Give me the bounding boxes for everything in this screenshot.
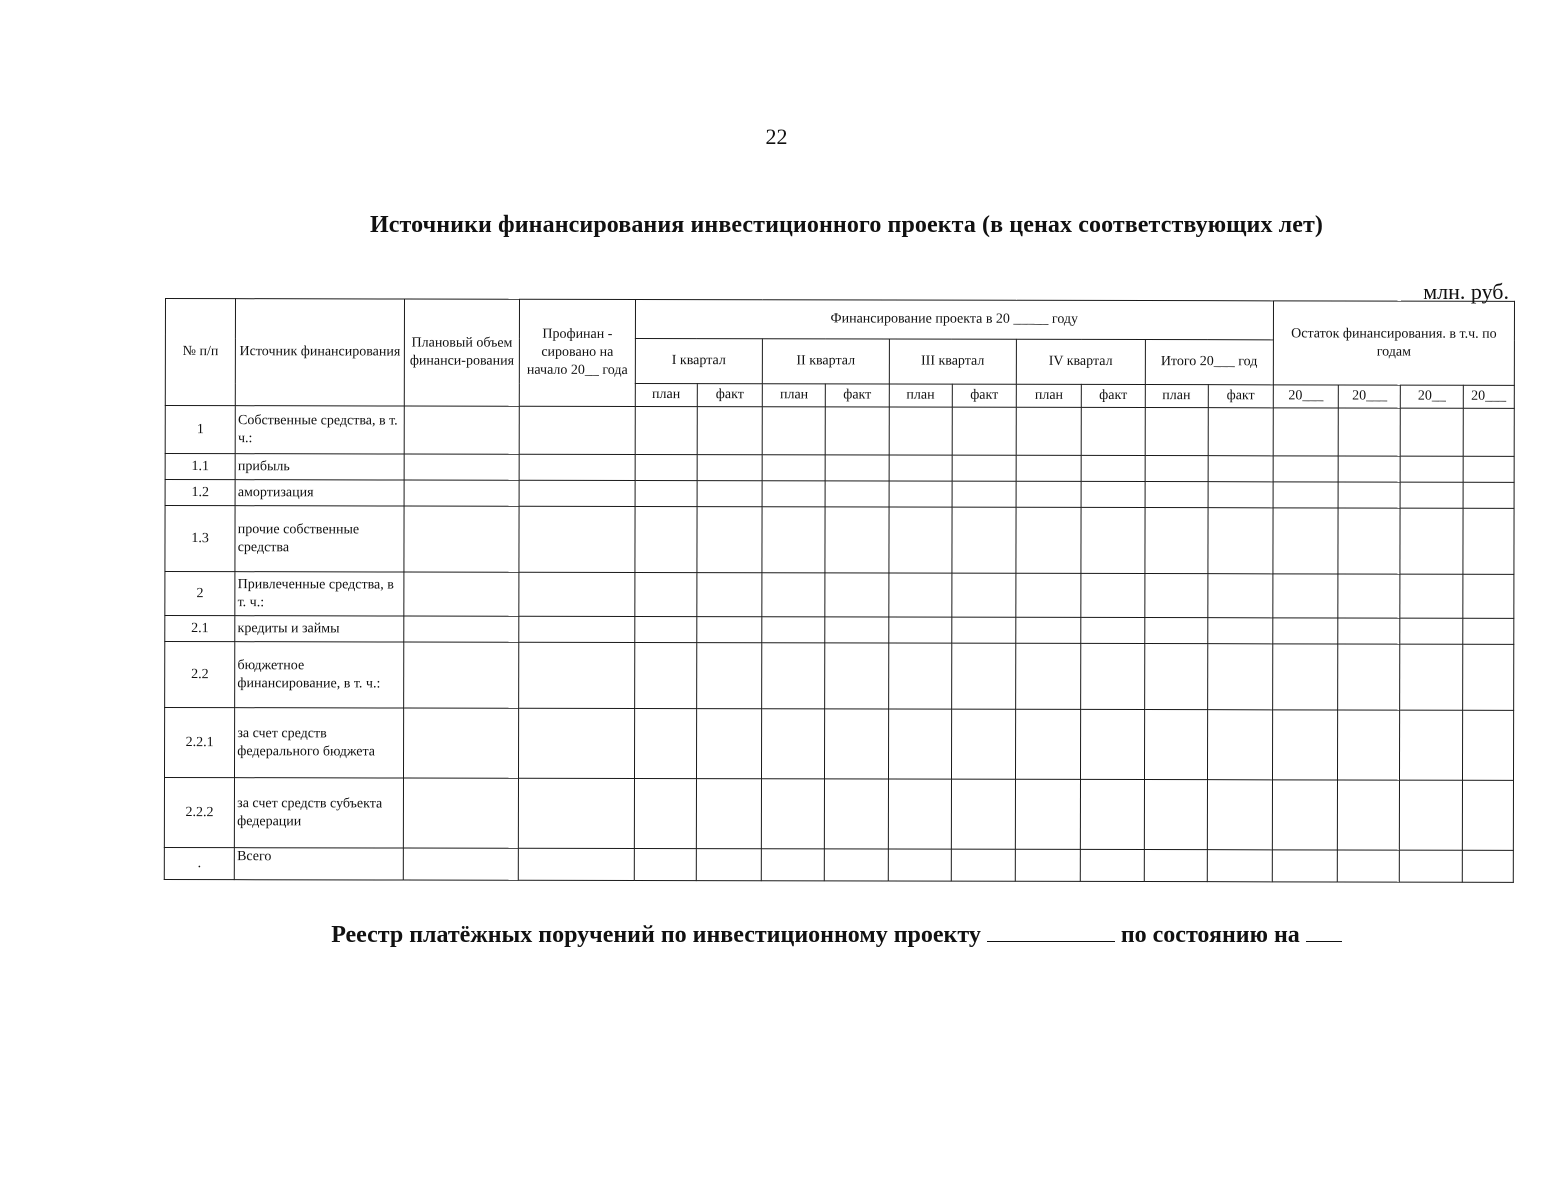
empty-cell[interactable] bbox=[825, 507, 888, 573]
empty-cell[interactable] bbox=[1462, 574, 1513, 618]
empty-cell[interactable] bbox=[951, 709, 1015, 779]
header-fact: факт bbox=[1082, 384, 1145, 407]
table-row bbox=[164, 847, 1513, 882]
empty-cell[interactable] bbox=[1462, 618, 1513, 644]
empty-cell[interactable] bbox=[826, 407, 889, 455]
header-quarter-4: IV квартал bbox=[1016, 339, 1145, 384]
empty-cell[interactable] bbox=[952, 617, 1016, 643]
empty-cell[interactable] bbox=[762, 709, 825, 779]
empty-cell[interactable] bbox=[1081, 573, 1144, 617]
table-row bbox=[165, 572, 1514, 619]
empty-cell[interactable] bbox=[951, 849, 1015, 881]
empty-cell[interactable] bbox=[1207, 780, 1272, 850]
empty-cell[interactable] bbox=[1338, 508, 1400, 574]
empty-cell[interactable] bbox=[1016, 643, 1081, 709]
empty-cell[interactable] bbox=[762, 481, 825, 507]
empty-cell[interactable] bbox=[404, 406, 520, 454]
empty-cell[interactable] bbox=[1400, 508, 1462, 574]
header-fact: факт bbox=[1208, 385, 1273, 408]
empty-cell[interactable] bbox=[1208, 408, 1273, 456]
row-source: за счет средств федерального бюджета bbox=[235, 708, 404, 778]
empty-cell[interactable] bbox=[1208, 482, 1273, 508]
empty-cell[interactable] bbox=[1081, 849, 1144, 881]
empty-cell[interactable] bbox=[1273, 482, 1338, 508]
footer-title-part1: Реестр платёжных поручений по инвестиционному проекту bbox=[331, 922, 981, 948]
empty-cell[interactable] bbox=[697, 573, 762, 617]
empty-cell[interactable] bbox=[519, 642, 635, 708]
empty-cell[interactable] bbox=[403, 708, 519, 778]
empty-cell[interactable] bbox=[952, 407, 1016, 455]
footer-title-part2: по состоянию на bbox=[1120, 922, 1300, 948]
empty-cell[interactable] bbox=[1273, 574, 1338, 618]
empty-cell[interactable] bbox=[1400, 780, 1462, 850]
empty-cell[interactable] bbox=[1338, 574, 1400, 618]
empty-cell[interactable] bbox=[889, 481, 952, 507]
table-row bbox=[164, 708, 1513, 781]
empty-cell[interactable] bbox=[519, 454, 634, 480]
empty-cell[interactable] bbox=[1338, 618, 1400, 644]
empty-cell[interactable] bbox=[762, 617, 825, 643]
empty-cell[interactable] bbox=[952, 481, 1016, 507]
empty-cell[interactable] bbox=[888, 709, 951, 779]
empty-cell[interactable] bbox=[1081, 709, 1144, 779]
empty-cell[interactable] bbox=[404, 572, 520, 616]
empty-cell[interactable] bbox=[1338, 456, 1400, 482]
row-source: бюджетное финансирование, в т. ч.: bbox=[235, 642, 404, 708]
empty-cell[interactable] bbox=[635, 572, 697, 616]
empty-cell[interactable] bbox=[1338, 710, 1400, 780]
empty-cell[interactable] bbox=[1400, 710, 1462, 780]
empty-cell[interactable] bbox=[1016, 573, 1081, 617]
empty-cell[interactable] bbox=[1081, 455, 1144, 481]
row-source: прибыль bbox=[235, 454, 404, 480]
header-prefinanced: Профинан - сировано на начало 20__ года bbox=[520, 299, 636, 406]
row-source: прочие собственные средства bbox=[235, 506, 404, 572]
empty-cell[interactable] bbox=[403, 848, 518, 880]
header-year: 20___ bbox=[1273, 385, 1338, 408]
empty-cell[interactable] bbox=[888, 643, 951, 709]
row-source: кредиты и займы bbox=[235, 616, 404, 642]
empty-cell[interactable] bbox=[1081, 507, 1144, 573]
empty-cell[interactable] bbox=[1463, 408, 1514, 456]
empty-cell[interactable] bbox=[519, 708, 635, 778]
empty-cell[interactable] bbox=[889, 455, 952, 481]
empty-cell[interactable] bbox=[1144, 780, 1207, 850]
empty-cell[interactable] bbox=[697, 507, 762, 573]
empty-cell[interactable] bbox=[825, 455, 888, 481]
row-number: 2.2.1 bbox=[164, 708, 234, 778]
table-row bbox=[165, 454, 1514, 483]
empty-cell[interactable] bbox=[634, 848, 696, 880]
row-number: 1 bbox=[165, 406, 235, 454]
empty-cell[interactable] bbox=[1462, 780, 1514, 850]
empty-cell[interactable] bbox=[762, 643, 825, 709]
empty-cell[interactable] bbox=[1401, 408, 1463, 456]
page-number: 22 bbox=[765, 124, 788, 149]
empty-cell[interactable] bbox=[825, 849, 888, 881]
header-quarter-2: II квартал bbox=[762, 339, 889, 384]
empty-cell[interactable] bbox=[519, 572, 635, 616]
empty-cell[interactable] bbox=[404, 642, 520, 708]
header-year: 20___ bbox=[1338, 385, 1400, 408]
table-row bbox=[165, 642, 1514, 711]
empty-cell[interactable] bbox=[1144, 574, 1207, 618]
header-num: № п/п bbox=[165, 299, 235, 406]
empty-cell[interactable] bbox=[888, 617, 951, 643]
empty-cell[interactable] bbox=[1145, 456, 1208, 482]
empty-cell[interactable] bbox=[1338, 482, 1400, 508]
empty-cell[interactable] bbox=[634, 778, 696, 848]
empty-cell[interactable] bbox=[889, 507, 952, 573]
empty-cell[interactable] bbox=[519, 616, 634, 642]
empty-cell[interactable] bbox=[1400, 850, 1462, 882]
empty-cell[interactable] bbox=[1144, 618, 1207, 644]
empty-cell[interactable] bbox=[1207, 710, 1272, 780]
header-fact: факт bbox=[697, 384, 762, 407]
empty-cell[interactable] bbox=[1462, 710, 1514, 780]
empty-cell[interactable] bbox=[825, 617, 888, 643]
empty-cell[interactable] bbox=[1273, 508, 1338, 574]
empty-cell[interactable] bbox=[1144, 850, 1207, 882]
header-quarter-1: I квартал bbox=[635, 338, 763, 383]
empty-cell[interactable] bbox=[697, 407, 762, 455]
empty-cell[interactable] bbox=[1400, 482, 1462, 508]
header-fact: факт bbox=[826, 384, 889, 407]
empty-cell[interactable] bbox=[634, 642, 696, 708]
empty-cell[interactable] bbox=[888, 849, 951, 881]
empty-cell[interactable] bbox=[1400, 644, 1462, 710]
row-number: . bbox=[164, 847, 234, 879]
empty-cell[interactable] bbox=[951, 643, 1015, 709]
empty-cell[interactable] bbox=[1081, 779, 1144, 849]
empty-cell[interactable] bbox=[1207, 850, 1272, 882]
empty-cell[interactable] bbox=[1272, 780, 1337, 850]
row-number: 1.3 bbox=[165, 506, 235, 572]
empty-cell[interactable] bbox=[1401, 456, 1463, 482]
footer-title bbox=[0, 922, 1553, 949]
table-row bbox=[165, 406, 1514, 457]
empty-cell[interactable] bbox=[1273, 644, 1338, 710]
empty-cell[interactable] bbox=[762, 455, 825, 481]
header-planned: Плановый объем финанси-рования bbox=[404, 299, 520, 406]
empty-cell[interactable] bbox=[519, 506, 635, 572]
row-source: Всего bbox=[235, 848, 404, 880]
empty-cell[interactable] bbox=[762, 573, 825, 617]
header-total-year: Итого 20___ год bbox=[1145, 340, 1274, 385]
header-plan: план bbox=[1016, 384, 1081, 407]
empty-cell[interactable] bbox=[1273, 456, 1338, 482]
empty-cell[interactable] bbox=[952, 573, 1016, 617]
date-blank bbox=[1306, 941, 1342, 942]
empty-cell[interactable] bbox=[1207, 618, 1272, 644]
row-number: 2.1 bbox=[165, 616, 235, 642]
header-year: 20___ bbox=[1463, 385, 1514, 408]
row-number: 2.2 bbox=[165, 642, 235, 708]
empty-cell[interactable] bbox=[888, 573, 951, 617]
empty-cell[interactable] bbox=[635, 406, 697, 454]
empty-cell[interactable] bbox=[519, 406, 635, 454]
empty-cell[interactable] bbox=[1144, 710, 1207, 780]
financing-table bbox=[164, 298, 1515, 883]
empty-cell[interactable] bbox=[696, 849, 761, 881]
empty-cell[interactable] bbox=[1207, 644, 1272, 710]
empty-cell[interactable] bbox=[1016, 455, 1081, 481]
empty-cell[interactable] bbox=[952, 507, 1016, 573]
header-plan: план bbox=[762, 384, 825, 407]
empty-cell[interactable] bbox=[825, 779, 888, 849]
unit-label: млн. руб. bbox=[1423, 279, 1509, 304]
empty-cell[interactable] bbox=[762, 779, 825, 849]
empty-cell[interactable] bbox=[634, 708, 696, 778]
empty-cell[interactable] bbox=[403, 778, 519, 848]
empty-cell[interactable] bbox=[1462, 644, 1513, 710]
empty-cell[interactable] bbox=[1145, 482, 1208, 508]
header-year: 20__ bbox=[1401, 385, 1463, 408]
empty-cell[interactable] bbox=[1462, 850, 1513, 882]
empty-cell[interactable] bbox=[888, 779, 951, 849]
empty-cell[interactable] bbox=[1272, 850, 1337, 882]
empty-cell[interactable] bbox=[635, 480, 697, 506]
row-source: за счет средств субъекта федерации bbox=[235, 778, 404, 848]
header-plan: план bbox=[1145, 385, 1208, 408]
header-financing-group: Финансирование проекта в 20 _____ году bbox=[635, 299, 1273, 339]
project-blank bbox=[987, 941, 1115, 942]
empty-cell[interactable] bbox=[1144, 644, 1207, 710]
table-row bbox=[165, 506, 1514, 575]
empty-cell[interactable] bbox=[1081, 481, 1144, 507]
empty-cell[interactable] bbox=[1081, 617, 1144, 643]
empty-cell[interactable] bbox=[1208, 508, 1273, 574]
empty-cell[interactable] bbox=[697, 481, 762, 507]
empty-cell[interactable] bbox=[697, 643, 762, 709]
empty-cell[interactable] bbox=[1145, 408, 1208, 456]
row-number: 1.1 bbox=[165, 454, 235, 480]
row-number: 1.2 bbox=[165, 480, 235, 506]
header-plan: план bbox=[635, 383, 697, 406]
empty-cell[interactable] bbox=[519, 778, 635, 848]
empty-cell[interactable] bbox=[1015, 849, 1080, 881]
row-source: Привлеченные средства, в т. ч.: bbox=[235, 572, 404, 616]
empty-cell[interactable] bbox=[1272, 710, 1337, 780]
empty-cell[interactable] bbox=[1400, 618, 1462, 644]
empty-cell[interactable] bbox=[635, 454, 697, 480]
empty-cell[interactable] bbox=[1338, 408, 1400, 456]
table-row bbox=[165, 616, 1514, 645]
table-row bbox=[165, 480, 1514, 509]
empty-cell[interactable] bbox=[951, 779, 1015, 849]
financing-table-container bbox=[164, 298, 1515, 883]
empty-cell[interactable] bbox=[1273, 618, 1338, 644]
empty-cell[interactable] bbox=[634, 616, 696, 642]
header-quarter-3: III квартал bbox=[889, 339, 1017, 384]
header-fact: факт bbox=[952, 384, 1016, 407]
empty-cell[interactable] bbox=[1016, 407, 1081, 455]
empty-cell[interactable] bbox=[1015, 779, 1080, 849]
header-plan: план bbox=[889, 384, 952, 407]
empty-cell[interactable] bbox=[635, 506, 697, 572]
empty-cell[interactable] bbox=[1081, 643, 1144, 709]
empty-cell[interactable] bbox=[519, 480, 634, 506]
header-remainder-group: Остаток финансирования. в т.ч. по годам bbox=[1273, 301, 1514, 386]
row-number: 2.2.2 bbox=[164, 778, 234, 848]
empty-cell[interactable] bbox=[519, 848, 634, 880]
empty-cell[interactable] bbox=[1400, 574, 1462, 618]
empty-cell[interactable] bbox=[762, 507, 825, 573]
empty-cell[interactable] bbox=[952, 455, 1016, 481]
document-title: Источники финансирования инвестиционного проекта (в ценах соответствующих лет) bbox=[370, 212, 1323, 238]
empty-cell[interactable] bbox=[404, 480, 519, 506]
table-row bbox=[164, 778, 1513, 851]
empty-cell[interactable] bbox=[825, 709, 888, 779]
empty-cell[interactable] bbox=[697, 455, 762, 481]
empty-cell[interactable] bbox=[697, 617, 762, 643]
empty-cell[interactable] bbox=[761, 849, 824, 881]
empty-cell[interactable] bbox=[825, 481, 888, 507]
empty-cell[interactable] bbox=[1338, 780, 1400, 850]
empty-cell[interactable] bbox=[1016, 709, 1081, 779]
empty-cell[interactable] bbox=[889, 407, 952, 455]
empty-cell[interactable] bbox=[1016, 507, 1081, 573]
table-body bbox=[164, 406, 1514, 883]
row-source: Собственные средства, в т. ч.: bbox=[235, 406, 404, 454]
empty-cell[interactable] bbox=[825, 643, 888, 709]
empty-cell[interactable] bbox=[404, 454, 519, 480]
empty-cell[interactable] bbox=[1208, 456, 1273, 482]
empty-cell[interactable] bbox=[1016, 617, 1081, 643]
empty-cell[interactable] bbox=[1081, 407, 1144, 455]
empty-cell[interactable] bbox=[404, 506, 520, 572]
empty-cell[interactable] bbox=[1463, 508, 1514, 574]
empty-cell[interactable] bbox=[825, 573, 888, 617]
empty-cell[interactable] bbox=[1144, 508, 1207, 574]
empty-cell[interactable] bbox=[1463, 456, 1514, 482]
empty-cell[interactable] bbox=[762, 407, 825, 455]
empty-cell[interactable] bbox=[1337, 850, 1399, 882]
empty-cell[interactable] bbox=[1016, 481, 1081, 507]
empty-cell[interactable] bbox=[1273, 408, 1338, 456]
header-source: Источник финансирования bbox=[236, 299, 405, 406]
row-source: амортизация bbox=[235, 480, 404, 506]
empty-cell[interactable] bbox=[1338, 644, 1400, 710]
empty-cell[interactable] bbox=[404, 616, 519, 642]
empty-cell[interactable] bbox=[696, 779, 761, 849]
empty-cell[interactable] bbox=[1208, 574, 1273, 618]
empty-cell[interactable] bbox=[1463, 482, 1514, 508]
empty-cell[interactable] bbox=[696, 709, 761, 779]
row-number: 2 bbox=[165, 572, 235, 616]
